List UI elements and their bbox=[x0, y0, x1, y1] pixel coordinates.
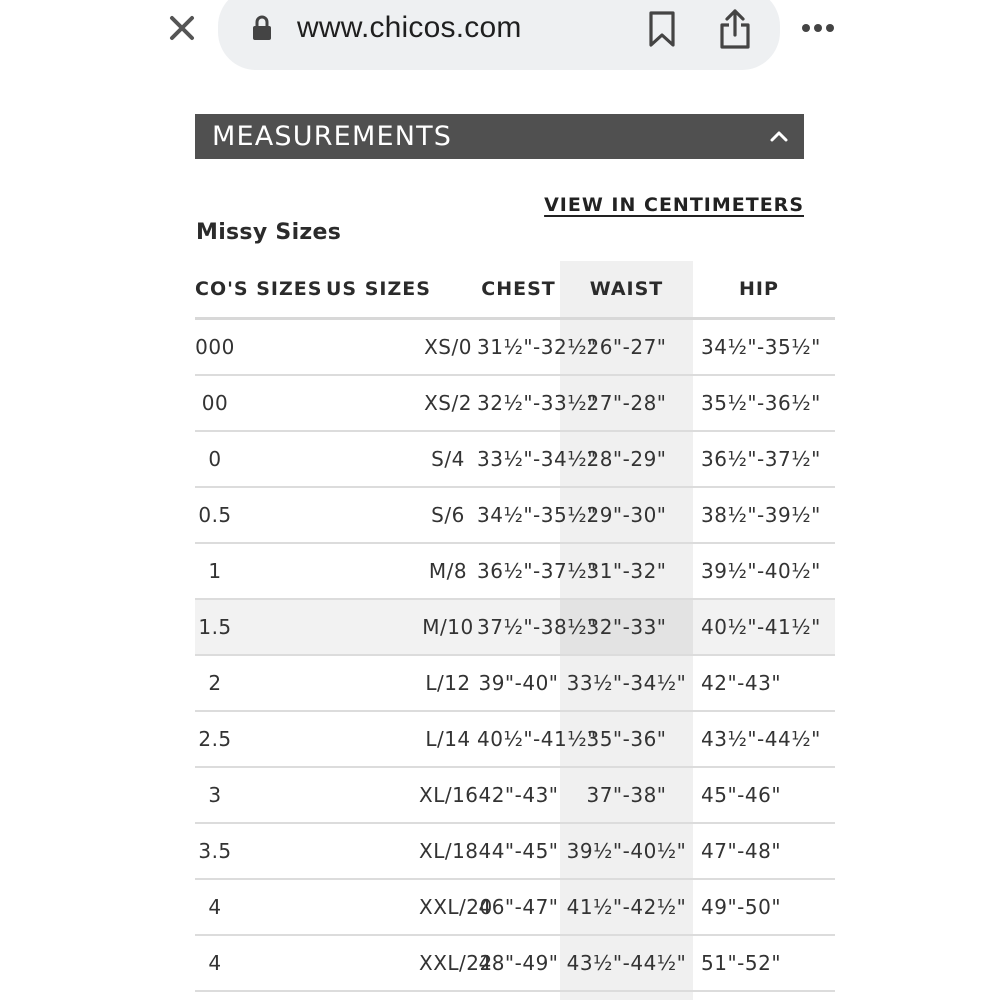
chest-cell: 42"-43" bbox=[477, 767, 560, 823]
us-size-cell: XL/18 bbox=[271, 823, 477, 879]
cos-size-cell: 3.5 bbox=[195, 823, 271, 879]
url-text[interactable]: www.chicos.com bbox=[297, 11, 522, 44]
us-size-cell: XL/16 bbox=[271, 767, 477, 823]
table-row bbox=[195, 655, 835, 711]
chest-cell: 37½"-38½" bbox=[477, 599, 560, 655]
table-header-row bbox=[195, 261, 835, 319]
us-size-cell: M/10 bbox=[271, 599, 477, 655]
table-row bbox=[195, 543, 835, 599]
waist-cell: 43½"-44½" bbox=[560, 935, 693, 991]
chest-cell: 31½"-32½" bbox=[477, 319, 560, 376]
hip-cell: 45"-46" bbox=[693, 767, 835, 823]
chest-cell: 32½"-33½" bbox=[477, 375, 560, 431]
size-chart-table bbox=[195, 261, 821, 1000]
measurements-table bbox=[195, 261, 835, 992]
header-chest: CHEST bbox=[477, 261, 560, 319]
table-row bbox=[195, 879, 835, 935]
us-size-cell: L/14 bbox=[271, 711, 477, 767]
chevron-up-icon[interactable] bbox=[769, 128, 789, 144]
header-hip: HIP bbox=[693, 261, 835, 319]
more-icon[interactable] bbox=[800, 18, 836, 38]
us-size-cell: XS/2 bbox=[271, 375, 477, 431]
hip-cell: 40½"-41½" bbox=[693, 599, 835, 655]
table-row bbox=[195, 823, 835, 879]
cos-size-cell: 1 bbox=[195, 543, 271, 599]
header-cos-sizes: CO'S SIZES bbox=[195, 261, 271, 319]
browser-toolbar bbox=[0, 0, 1000, 72]
table-row bbox=[195, 599, 835, 655]
waist-cell: 32"-33" bbox=[560, 599, 693, 655]
section-title: MEASUREMENTS bbox=[212, 121, 453, 152]
waist-cell: 37"-38" bbox=[560, 767, 693, 823]
cos-size-cell: 3 bbox=[195, 767, 271, 823]
measurements-accordion-header[interactable] bbox=[195, 114, 804, 159]
us-size-cell: M/8 bbox=[271, 543, 477, 599]
table-row bbox=[195, 711, 835, 767]
hip-cell: 47"-48" bbox=[693, 823, 835, 879]
hip-cell: 49"-50" bbox=[693, 879, 835, 935]
waist-cell: 29"-30" bbox=[560, 487, 693, 543]
chest-cell: 48"-49" bbox=[477, 935, 560, 991]
view-in-centimeters-link[interactable]: VIEW IN CENTIMETERS bbox=[544, 194, 804, 216]
hip-cell: 38½"-39½" bbox=[693, 487, 835, 543]
lock-icon bbox=[250, 14, 274, 42]
bookmark-icon[interactable] bbox=[646, 10, 678, 48]
waist-cell: 26"-27" bbox=[560, 319, 693, 376]
size-group-title: Missy Sizes bbox=[196, 220, 342, 245]
table-row bbox=[195, 319, 835, 376]
chest-cell: 34½"-35½" bbox=[477, 487, 560, 543]
us-size-cell: XS/0 bbox=[271, 319, 477, 376]
cos-size-cell: 2 bbox=[195, 655, 271, 711]
cos-size-cell: 4 bbox=[195, 935, 271, 991]
chest-cell: 40½"-41½" bbox=[477, 711, 560, 767]
cos-size-cell: 0.5 bbox=[195, 487, 271, 543]
cos-size-cell: 00 bbox=[195, 375, 271, 431]
table-row bbox=[195, 375, 835, 431]
close-icon[interactable] bbox=[166, 12, 198, 44]
us-size-cell: S/4 bbox=[271, 431, 477, 487]
hip-cell: 34½"-35½" bbox=[693, 319, 835, 376]
chest-cell: 36½"-37½" bbox=[477, 543, 560, 599]
hip-cell: 43½"-44½" bbox=[693, 711, 835, 767]
cos-size-cell: 4 bbox=[195, 879, 271, 935]
hip-cell: 36½"-37½" bbox=[693, 431, 835, 487]
table-row bbox=[195, 431, 835, 487]
cos-size-cell: 000 bbox=[195, 319, 271, 376]
us-size-cell: XXL/20 bbox=[271, 879, 477, 935]
waist-cell: 31"-32" bbox=[560, 543, 693, 599]
waist-cell: 33½"-34½" bbox=[560, 655, 693, 711]
cos-size-cell: 1.5 bbox=[195, 599, 271, 655]
header-us-sizes: US SIZES bbox=[271, 261, 477, 319]
hip-cell: 51"-52" bbox=[693, 935, 835, 991]
hip-cell: 42"-43" bbox=[693, 655, 835, 711]
header-waist: WAIST bbox=[560, 261, 693, 319]
chest-cell: 46"-47" bbox=[477, 879, 560, 935]
waist-cell: 28"-29" bbox=[560, 431, 693, 487]
share-icon[interactable] bbox=[716, 8, 754, 50]
us-size-cell: XXL/22 bbox=[271, 935, 477, 991]
cos-size-cell: 0 bbox=[195, 431, 271, 487]
table-row bbox=[195, 767, 835, 823]
waist-cell: 41½"-42½" bbox=[560, 879, 693, 935]
us-size-cell: L/12 bbox=[271, 655, 477, 711]
waist-cell: 35"-36" bbox=[560, 711, 693, 767]
table-row bbox=[195, 487, 835, 543]
hip-cell: 35½"-36½" bbox=[693, 375, 835, 431]
chest-cell: 33½"-34½" bbox=[477, 431, 560, 487]
hip-cell: 39½"-40½" bbox=[693, 543, 835, 599]
waist-cell: 39½"-40½" bbox=[560, 823, 693, 879]
chest-cell: 39"-40" bbox=[477, 655, 560, 711]
waist-cell: 27"-28" bbox=[560, 375, 693, 431]
cos-size-cell: 2.5 bbox=[195, 711, 271, 767]
us-size-cell: S/6 bbox=[271, 487, 477, 543]
table-row bbox=[195, 935, 835, 991]
chest-cell: 44"-45" bbox=[477, 823, 560, 879]
